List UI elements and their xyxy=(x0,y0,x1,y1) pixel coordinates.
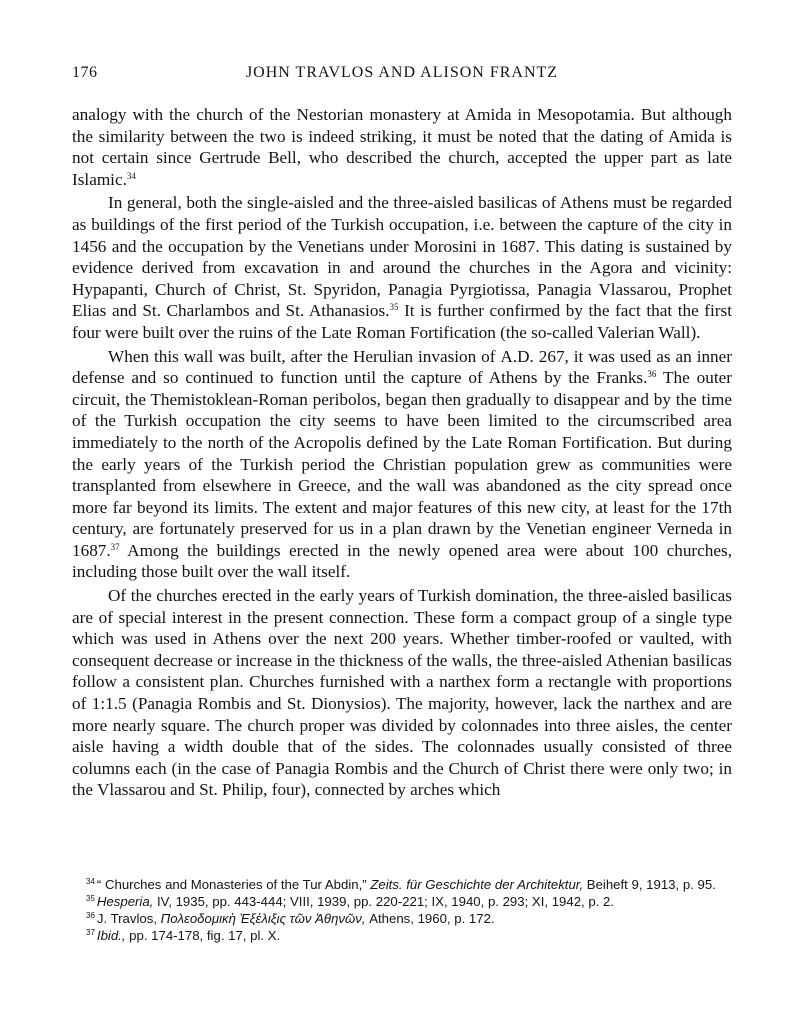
footnote-text: Beiheft 9, 1913, p. 95. xyxy=(583,877,716,892)
footnote-number: 35 xyxy=(86,894,95,903)
footnote-35 xyxy=(72,893,732,910)
body-text xyxy=(72,104,732,801)
footnotes xyxy=(72,876,732,944)
footnote-text: IV, 1935, pp. 443-444; VIII, 1939, pp. 220-221; IX, 1940, p. 293; XI, 1942, p. 2. xyxy=(153,894,615,909)
paragraph-text: It is further confirmed by the fact that the first four were built over the ruins of the Late Roman Fortification (the so-called Valerian Wall). xyxy=(72,301,732,342)
paragraph-3 xyxy=(72,346,732,584)
paragraph-text: Among the buildings erected in the newly opened area were about 100 churches, including those built over the wall itself. xyxy=(72,540,732,582)
footnote-text: J. Travlos, xyxy=(96,911,161,926)
footnote-number: 34 xyxy=(86,877,95,886)
paragraph-2 xyxy=(72,192,732,343)
page-header xyxy=(72,64,732,88)
paragraph-text: In general, both the single-aisled and the three-aisled basilicas of Athens must be regarded as buildings of the first period of the Turkish occupation, i.e. between the capture of the city in 1456 and the occupation by the Venetians under Morosini in 1687. This dating is sustained by evidence derived from excavation in and around the churches in the Agora and vicinity: Hypapanti, Church of Christ, St. Spyridon, Panagia Pyrgiotissa, Panagia Vlassarou, Prophet Elias and St. Charlambos and St. Athanasios. xyxy=(72,193,732,321)
footnote-title: Zeits. für Geschichte der Architektur, xyxy=(370,877,584,892)
footnote-text: “ Churches and Monasteries of the Tur Abdin,” xyxy=(96,877,371,892)
footnote-36 xyxy=(72,910,732,927)
paragraph-text: The outer circuit, the Themistoklean-Roman peribolos, began then gradually to disappear and by the time of the Turkish occupation the city seems to have been limited to the circumscribed area immediately to the north of the Acropolis defined by the Late Roman Fortification. But during the early years of the Turkish period the Christian population grew as communities were transplanted from elsewhere in Greece, and the wall was abandoned as the city spread once more far beyond its limits. The extent and major features of this new city, at least for the 17th century, are fortunately preserved for us in a plan drawn by the Venetian engineer Verneda in 1687. xyxy=(72,368,732,560)
footnote-title: Ibid., xyxy=(96,928,126,943)
footnote-number: 37 xyxy=(86,928,95,937)
footnote-text: pp. 174-178, fig. 17, pl. X. xyxy=(125,928,281,943)
footnote-34 xyxy=(72,876,732,893)
paragraph-4 xyxy=(72,585,732,801)
era-abbreviation: A.D. xyxy=(500,346,534,366)
footnote-text: Athens, 1960, p. 172. xyxy=(365,911,495,926)
page-number: 176 xyxy=(72,64,98,81)
footnote-title: Πολεοδομικὴ Ἐξέλιξις τῶν Ἀθηνῶν, xyxy=(160,911,366,926)
footnote-number: 36 xyxy=(86,911,95,920)
paragraph-text: When this wall was built, after the Herulian invasion of xyxy=(108,346,501,366)
running-title: JOHN TRAVLOS AND ALISON FRANTZ xyxy=(245,64,559,81)
footnote-ref-36[interactable]: 36 xyxy=(647,369,657,380)
paragraph-1 xyxy=(72,104,732,190)
footnote-37 xyxy=(72,927,732,944)
footnote-ref-34[interactable]: 34 xyxy=(126,170,136,181)
paragraph-text: Of the churches erected in the early years of Turkish domination, the three-aisled basilicas are of special interest in the present connection. These form a compact group of a single type which was used in Athens over the next 200 years. Whether timber-roofed or vaulted, with consequent decrease or increase in the thickness of the walls, the three-aisled Athenian basilicas follow a consistent plan. Churches furnished with a narthex form a rectangle with proportions of 1:1.5 (Panagia Rombis and St. Dionysios). The majority, however, lack the narthex and are more nearly square. The church proper was divided by colonnades into three aisles, the center aisle having a width double that of the sides. The colonnades usually consisted of three columns each (in the case of Panagia Rombis and the Church of Christ there were only two; in the Vlassarou and St. Philip, four), connected by arches which xyxy=(72,586,732,800)
footnote-title: Hesperia, xyxy=(96,894,154,909)
paragraph-text: 267, it was used as an inner defense and so continued to function until the capture of Athens by the Franks. xyxy=(72,346,733,388)
paragraph-text: analogy with the church of the Nestorian monastery at Amida in Mesopotamia. But although the similarity between the two is indeed striking, it must be noted that the dating of Amida is not certain since Gertrude Bell, who described the church, accepted the upper part as late Islamic. xyxy=(72,105,732,189)
footnote-ref-37[interactable]: 37 xyxy=(110,541,120,552)
footnote-ref-35[interactable]: 35 xyxy=(389,302,399,313)
